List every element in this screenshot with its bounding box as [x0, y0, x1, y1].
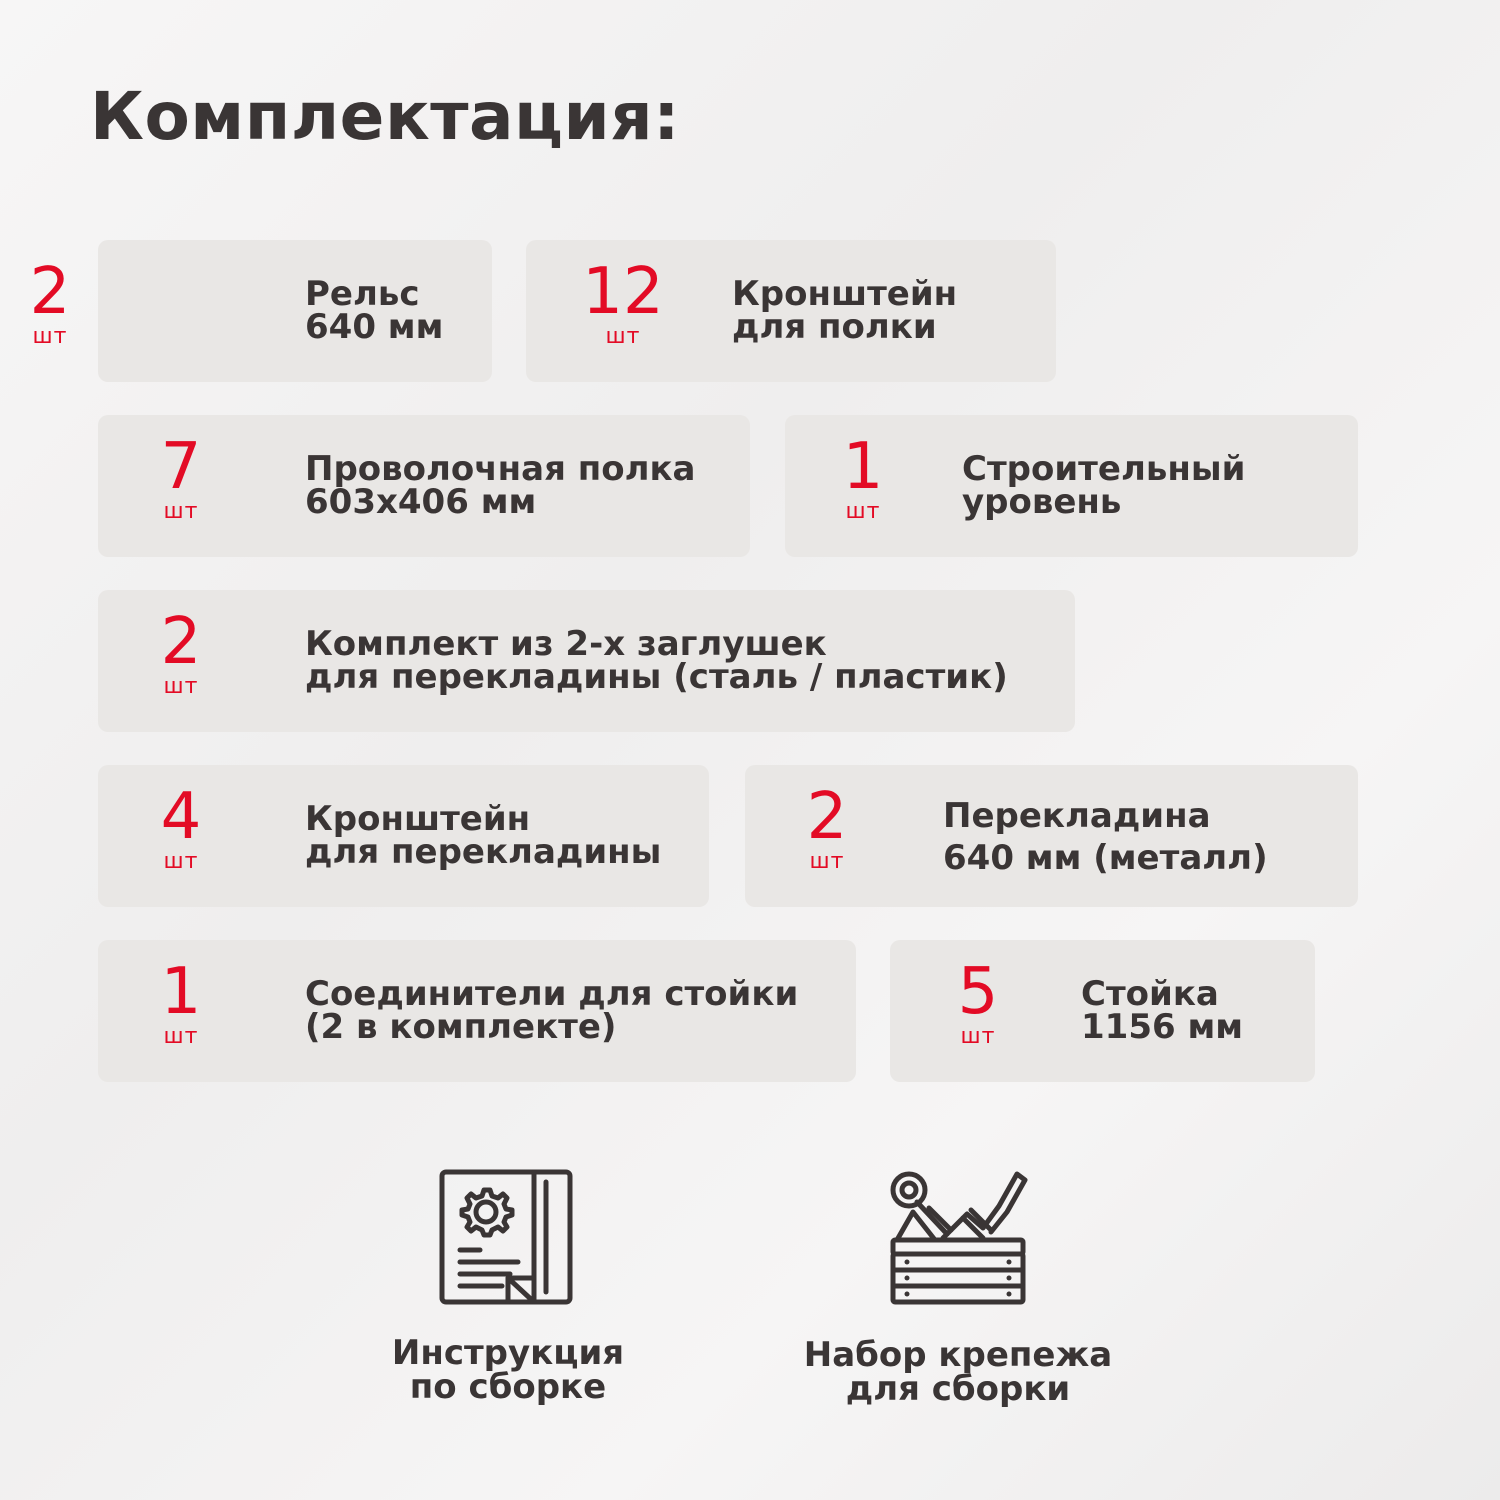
quantity: [136, 780, 226, 874]
manual-label: [348, 1333, 668, 1407]
item-label-line1: Строительный: [962, 449, 1246, 489]
item-card: [98, 765, 709, 907]
item-label-line2: для перекладины: [305, 832, 662, 872]
item-label-line1: Кронштейн: [732, 274, 958, 314]
quantity-unit: шт: [163, 849, 199, 874]
item-label-line2: 640 мм: [305, 307, 444, 347]
fasteners-label: [778, 1335, 1138, 1409]
item-card: [98, 590, 1075, 732]
quantity-unit: шт: [809, 849, 845, 874]
manual-label-line2: по сборке: [409, 1367, 607, 1407]
item-label: [305, 274, 444, 347]
quantity-unit: шт: [845, 499, 881, 524]
item-label: [305, 449, 696, 522]
quantity-number: 5: [957, 955, 999, 1029]
fasteners-block: [778, 1168, 1138, 1409]
quantity-number: 2: [160, 605, 202, 679]
manual-block: [348, 1168, 668, 1407]
item-label-line2: 1156 мм: [1081, 1007, 1244, 1047]
quantity: [5, 255, 95, 349]
fasteners-label-line2: для сборки: [845, 1369, 1071, 1409]
quantity-number: 2: [29, 255, 71, 329]
item-label-line2: уровень: [962, 482, 1122, 522]
fasteners-label-line1: Набор крепежа: [803, 1335, 1113, 1375]
item-card: [785, 415, 1358, 557]
quantity: [933, 955, 1023, 1049]
quantity: [578, 255, 668, 349]
item-label: [1081, 974, 1244, 1047]
item-label-line1: Проволочная полка: [305, 449, 696, 489]
manual-gear-icon: [438, 1168, 578, 1308]
toolbox-icon: [887, 1168, 1029, 1310]
quantity: [136, 955, 226, 1049]
item-label: [305, 799, 662, 872]
item-card: [98, 940, 856, 1082]
quantity-unit: шт: [960, 1024, 996, 1049]
item-label-line1: Перекладина: [943, 796, 1211, 836]
quantity-unit: шт: [605, 324, 641, 349]
item-label: [943, 795, 1268, 879]
item-label-line2: 640 мм (металл): [943, 838, 1268, 878]
item-label-line1: Соединители для стойки: [305, 974, 799, 1014]
item-label: [732, 274, 958, 347]
item-label-line1: Кронштейн: [305, 799, 531, 839]
quantity-unit: шт: [163, 674, 199, 699]
quantity: [782, 780, 872, 874]
item-label-line2: для полки: [732, 307, 937, 347]
quantity: [136, 605, 226, 699]
item-label: [305, 974, 799, 1047]
item-card: [745, 765, 1358, 907]
quantity-unit: шт: [32, 324, 68, 349]
quantity-number: 1: [842, 430, 884, 504]
quantity-number: 4: [160, 780, 202, 854]
quantity-number: 7: [160, 430, 202, 504]
quantity-number: 12: [582, 255, 664, 329]
item-label: [305, 624, 1008, 697]
quantity-number: 1: [160, 955, 202, 1029]
quantity-unit: шт: [163, 1024, 199, 1049]
quantity: [136, 430, 226, 524]
page-title: Комплектация:: [90, 78, 680, 155]
item-card: [29, 240, 492, 382]
item-card: [98, 415, 750, 557]
item-label-line1: Комплект из 2-х заглушек: [305, 624, 827, 664]
item-card: [890, 940, 1315, 1082]
manual-label-line1: Инструкция: [391, 1333, 625, 1373]
item-label: [962, 449, 1246, 522]
item-label-line2: для перекладины (сталь / пластик): [305, 657, 1008, 697]
quantity-unit: шт: [163, 499, 199, 524]
item-label-line1: Стойка: [1081, 974, 1219, 1014]
quantity-number: 2: [806, 780, 848, 854]
item-label-line2: 603х406 мм: [305, 482, 537, 522]
item-label-line2: (2 в комплекте): [305, 1007, 617, 1047]
quantity: [818, 430, 908, 524]
item-label-line1: Рельс: [305, 274, 420, 314]
item-card: [526, 240, 1056, 382]
